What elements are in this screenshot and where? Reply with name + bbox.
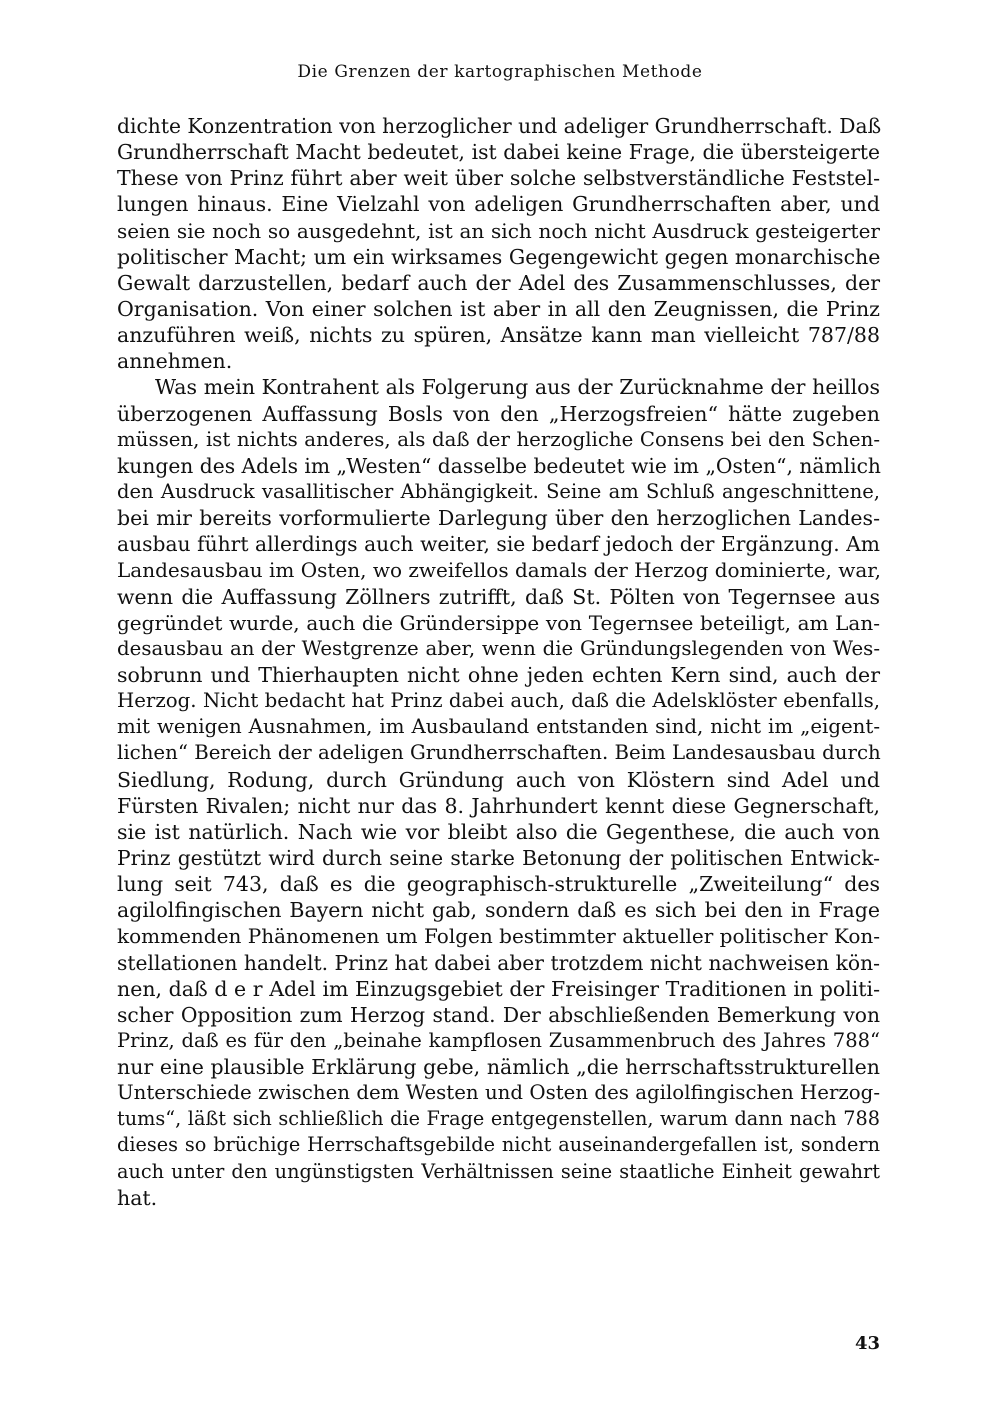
text-line: sie ist natürlich. Nach wie vor bleibt also die Gegenthese, die auch von — [117, 819, 880, 844]
text-line: kungen des Adels im „Westen“ dasselbe bedeutet wie im „Osten“, nämlich — [117, 453, 881, 478]
text-line: dieses so brüchige Herrschaftsgebilde nicht auseinandergefallen ist, sondern — [117, 1133, 880, 1157]
text-line: Grundherrschaft Macht bedeutet, ist dabei keine Frage, die übersteigerte — [117, 140, 880, 165]
text-line: scher Opposition zum Herzog stand. Der abschließenden Bemerkung von — [117, 1002, 880, 1027]
text-line: kommenden Phänomenen um Folgen bestimmter aktueller politischer Kon- — [117, 924, 880, 949]
text-line: annehmen. — [117, 349, 233, 374]
text-line: Organisation. Von einer solchen ist aber in all den Zeugnissen, die Prinz — [117, 296, 880, 321]
text-line: nur eine plausible Erklärung gebe, nämlich „die herrschaftsstrukturellen — [117, 1055, 880, 1080]
text-line: Herzog. Nicht bedacht hat Prinz dabei auch, daß die Adelsklöster ebenfalls, — [117, 689, 880, 713]
text-line: Was mein Kontrahent als Folgerung aus der Zurücknahme der heillos — [155, 375, 880, 400]
text-line: Prinz, daß es für den „beinahe kampflosen Zusammenbruch des Jahres 788“ — [117, 1028, 880, 1052]
text-line: hat. — [117, 1185, 158, 1210]
text-line: den Ausdruck vasallitischer Abhängigkeit. Seine am Schluß angeschnittene, — [117, 479, 880, 503]
running-head: Die Grenzen der kartographischen Methode — [297, 62, 703, 82]
text-line: agilolfingischen Bayern nicht gab, sondern daß es sich bei den in Frage — [117, 898, 880, 923]
text-line: auch unter den ungünstigsten Verhältnissen seine staatliche Einheit gewahrt — [117, 1159, 880, 1183]
text-line: wenn die Auffassung Zöllners zutrifft, daß St. Pölten von Tegernsee aus — [117, 584, 880, 609]
text-line: dichte Konzentration von herzoglicher und adeliger Grundherrschaft. Daß — [117, 114, 882, 138]
text-line: Prinz gestützt wird durch seine starke Betonung der politischen Entwick- — [117, 845, 880, 870]
text-line: bei mir bereits vorformulierte Darlegung über den herzoglichen Landes- — [117, 506, 880, 531]
text-line: müssen, ist nichts anderes, als daß der herzogliche Consens bei den Schen- — [117, 427, 880, 451]
text-line: überzogenen Auffassung Bosls von den „Herzogsfreien“ hätte zugeben — [117, 401, 880, 426]
text-line: politischer Macht; um ein wirksames Gegengewicht gegen monarchische — [117, 244, 881, 269]
text-line: Landesausbau im Osten, wo zweifellos damals der Herzog dominierte, war, — [117, 558, 881, 583]
text-line: Gewalt darzustellen, bedarf auch der Adel des Zusammenschlusses, der — [117, 270, 880, 295]
text-line: These von Prinz führt aber weit über solche selbstverständliche Feststel- — [117, 166, 880, 191]
text-line: lung seit 743, daß es die geographisch-strukturelle „Zweiteilung“ des — [117, 872, 880, 897]
text-line: seien sie noch so ausgedehnt, ist an sich noch nicht Ausdruck gesteigerter — [117, 218, 880, 243]
text-line: sobrunn und Thierhaupten nicht ohne jeden echten Kern sind, auch der — [117, 662, 880, 687]
text-line: mit wenigen Ausnahmen, im Ausbauland entstanden sind, nicht im „eigent- — [117, 715, 880, 739]
text-line: gegründet wurde, auch die Gründersippe von Tegernsee beteiligt, am Lan- — [117, 610, 880, 635]
text-line: ausbau führt allerdings auch weiter, sie bedarf jedoch der Ergänzung. Am — [117, 532, 880, 557]
page-number: 43 — [854, 1333, 880, 1354]
text-line: desausbau an der Westgrenze aber, wenn die Gründungslegenden von Wes- — [117, 636, 880, 660]
text-line: lichen“ Bereich der adeligen Grundherrschaften. Beim Landesausbau durch — [117, 741, 881, 765]
text-line: stellationen handelt. Prinz hat dabei aber trotzdem nicht nachweisen kön- — [117, 950, 880, 975]
text-line: nen, daß d e r Adel im Einzugsgebiet der Freisinger Traditionen in politi- — [117, 976, 880, 1001]
text-line: Fürsten Rivalen; nicht nur das 8. Jahrhundert kennt diese Gegnerschaft, — [117, 793, 880, 818]
text-line: Siedlung, Rodung, durch Gründung auch von Klöstern sind Adel und — [117, 767, 880, 792]
text-line: anzuführen weiß, nichts zu spüren, Ansätze kann man vielleicht 787/88 — [117, 323, 880, 348]
body-text — [117, 113, 880, 1211]
text-line: tums“, läßt sich schließlich die Frage entgegenstellen, warum dann nach 788 — [117, 1107, 880, 1131]
text-line: Unterschiede zwischen dem Westen und Osten des agilolfingischen Herzog- — [117, 1081, 880, 1105]
text-line: lungen hinaus. Eine Vielzahl von adeligen Grundherrschaften aber, und — [117, 192, 880, 217]
